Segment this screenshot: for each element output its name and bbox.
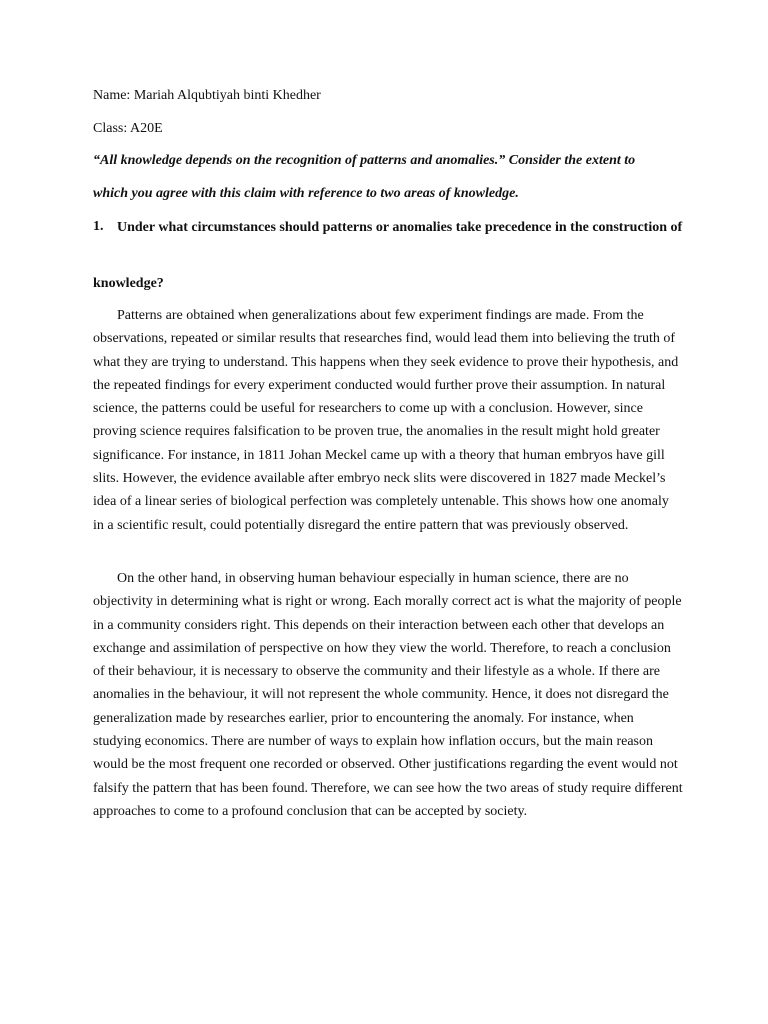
prompt-line-2: which you agree with this claim with reference to two areas of knowledge.	[93, 186, 519, 201]
question-continuation: knowledge?	[93, 276, 164, 291]
paragraph-natural-science: Patterns are obtained when generalizations about few experiment findings are made. From the observations, repeated or similar results that researches find, would lead them into believing the truth of what they are trying to understand. This happens when they seek evidence to prove their hypothesis, and the repeated findings for every experiment conducted would further prove their assumption. In natural science, the patterns could be useful for researchers to come up with a conclusion. However, since proving science requires falsification to be proven true, the anomalies in the result might hold greater significance. For instance, in 1811 Johan Meckel came up with a theory that human embryos have gill slits. However, the evidence available after embryo neck slits were discovered in 1827 made Meckel’s idea of a linear series of biological perfection was completely untenable. This shows how one anomaly in a scientific result, could potentially disregard the entire pattern that was previously observed.	[93, 308, 679, 533]
question-number: 1.	[93, 219, 104, 234]
student-name: Name: Mariah Alqubtiyah binti Khedher	[93, 88, 321, 103]
paragraph-human-science: On the other hand, in observing human behaviour especially in human science, there are no objectivity in determining what is right or wrong. Each morally correct act is what the majority of people in a community considers right. This depends on their interaction between each other that develops an exchange and assimilation of perspective on how they view the world. Therefore, to reach a conclusion of their behaviour, it is necessary to observe the community and their lifestyle as a whole. If there are anomalies in the behaviour, it will not represent the whole community. Hence, it does not disregard the generalization made by researches earlier, prior to encountering the anomaly. For instance, when studying economics. There are number of ways to explain how inflation occurs, but the main reason would be the most frequent one recorded or observed. Other justifications regarding the event would not falsify the pattern that has been found. Therefore, we can see how the two areas of study require different approaches to come to a profound conclusion that can be accepted by society.	[93, 571, 683, 819]
question-text: Under what circumstances should patterns or anomalies take precedence in the construction of	[117, 220, 683, 235]
prompt-line-1: “All knowledge depends on the recognition of patterns and anomalies.” Consider the extent to	[93, 153, 636, 168]
student-class: Class: A20E	[93, 121, 163, 136]
